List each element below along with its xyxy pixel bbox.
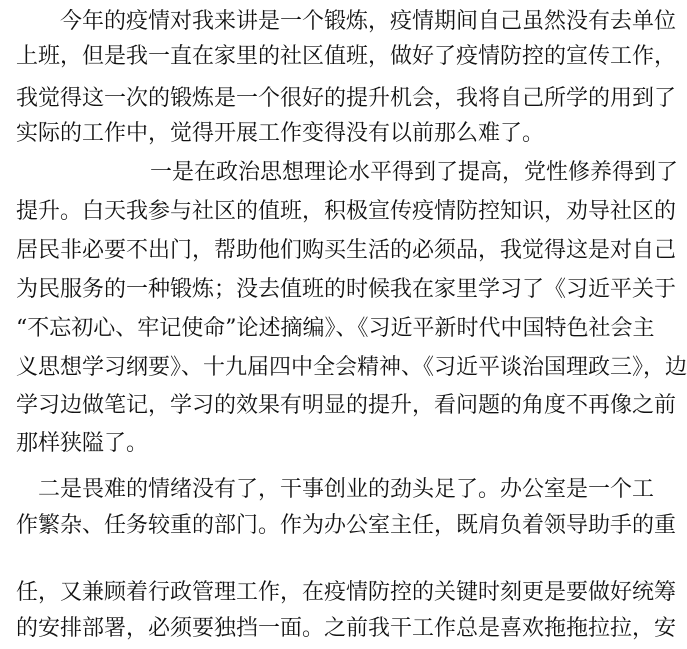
paragraph-2-line-3: 居民非必要不出门，帮助他们购买生活的必须品，我觉得这是对自己	[16, 238, 677, 263]
paragraph-2-line-8: 那样狭隘了。	[16, 431, 149, 456]
paragraph-2-line-7: 学习边做笔记，学习的效果有明显的提升，看问题的角度不再像之前	[16, 393, 677, 418]
paragraph-2-line-5: “不忘初心、牢记使命”论述摘编》、《习近平新时代中国特色社会主	[16, 316, 655, 341]
paragraph-3-line-4: 的安排部署，必须要独挡一面。之前我干工作总是喜欢拖拖拉拉，安	[16, 616, 677, 641]
paragraph-2-line-1: 一是在政治思想理论水平得到了提高，党性修养得到了	[150, 160, 679, 185]
paragraph-2-line-6: 义思想学习纲要》、十九届四中全会精神、《习近平谈治国理政三》，边	[16, 355, 687, 380]
paragraph-3-line-2: 作繁杂、任务较重的部门。作为办公室主任，既肩负着领导助手的重	[16, 513, 677, 538]
paragraph-2-line-4: 为民服务的一种锻炼；没去值班的时候我在家里学习了《习近平关于	[16, 277, 677, 302]
paragraph-1-line-1: 今年的疫情对我来讲是一个锻炼，疫情期间自己虽然没有去单位	[60, 9, 677, 34]
paragraph-1-line-2: 上班，但是我一直在家里的社区值班，做好了疫情防控的宣传工作，	[16, 44, 677, 69]
paragraph-3-line-1: 二是畏难的情绪没有了，干事创业的劲头足了。办公室是一个工	[38, 477, 655, 502]
paragraph-2-line-2: 提升。白天我参与社区的值班，积极宣传疫情防控知识，劝导社区的	[16, 199, 677, 224]
paragraph-3-line-3: 任，又兼顾着行政管理工作，在疫情防控的关键时刻更是要做好统筹	[16, 580, 677, 605]
paragraph-1-line-4: 实际的工作中，觉得开展工作变得没有以前那么难了。	[16, 121, 545, 146]
paragraph-1-line-3: 我觉得这一次的锻炼是一个很好的提升机会，我将自己所学的用到了	[16, 86, 677, 111]
